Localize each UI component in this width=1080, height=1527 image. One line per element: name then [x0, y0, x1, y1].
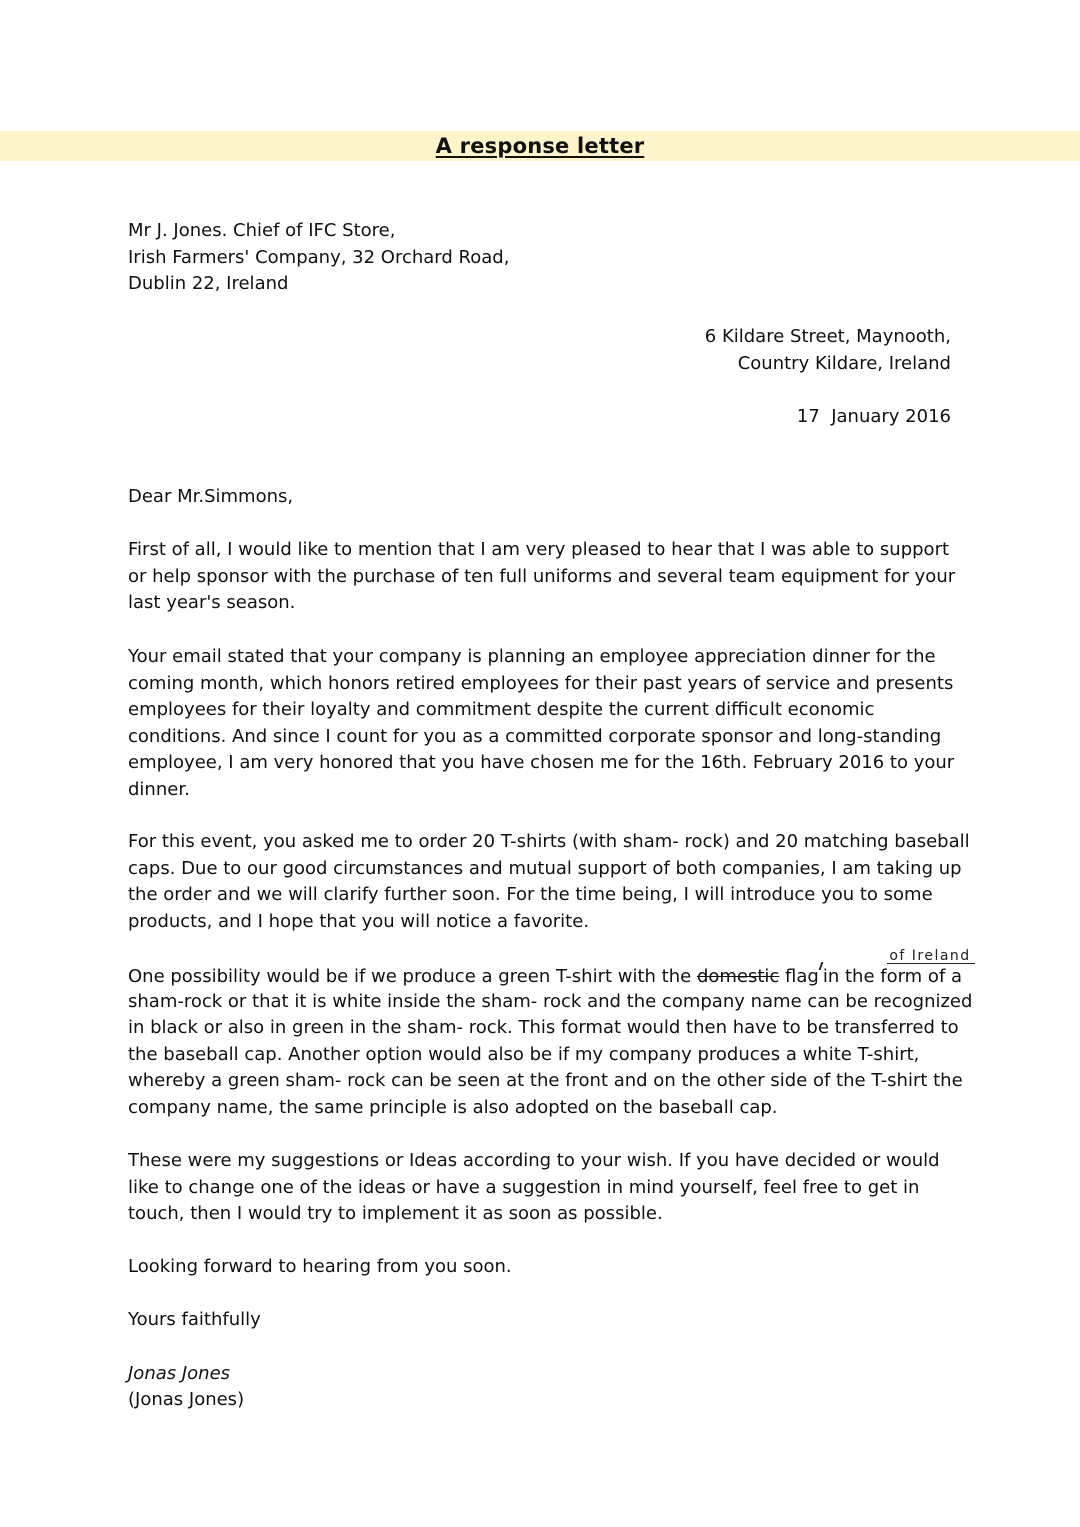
paragraph-line: employee, I am very honored that you have chosen me for the 16th. February 2016 to your: [128, 752, 955, 773]
paragraph-line: in black or also in green in the sham- rock. This format would then have to be transferred to: [128, 1017, 959, 1038]
paragraph-line: sham-rock or that it is white inside the sham- rock and the company name can be recognized: [128, 990, 973, 1012]
insertion-caret-mark: [818, 962, 823, 970]
sender-address: [705, 324, 951, 377]
paragraph-line: For this event, you asked me to order 20 T-shirts (with sham- rock) and 20 matching baseball: [128, 831, 970, 852]
paragraph-line: dinner.: [128, 778, 190, 800]
paragraph-line: touch, then I would try to implement it as soon as possible.: [128, 1203, 663, 1224]
paragraph-line: conditions. And since I count for you as a committed corporate sponsor and long-standing: [128, 725, 942, 747]
paragraph-line: coming month, which honors retired employees for their past years of service and presents: [128, 672, 954, 694]
paragraph-event-context: [128, 644, 954, 803]
paragraph-line: the baseball cap. Another option would also be if my company produces a white T-shirt,: [128, 1043, 920, 1065]
paragraph-line: like to change one of the ideas or have a suggestion in mind yourself, feel free to get in: [128, 1176, 920, 1198]
paragraph-line-with-correction: [128, 948, 972, 989]
valediction-text: Yours faithfully: [128, 1309, 261, 1330]
signature-text: Jonas Jones: [128, 1363, 231, 1384]
paragraph-line: These were my suggestions or Ideas according to your wish. If you have decided or would: [128, 1150, 940, 1171]
paragraph-line: employees for their loyalty and commitment despite the current difficult economic: [128, 699, 875, 720]
text-segment: One possibility would be if we produce a green T-shirt with the: [128, 966, 697, 987]
printed-name: [128, 1387, 244, 1414]
struck-word: domestic: [696, 966, 780, 987]
paragraph-line: or help sponsor with the purchase of ten full uniforms and several team equipment for your: [128, 565, 956, 587]
text-segment: flag: [779, 966, 819, 987]
paragraph-intro: [128, 537, 955, 617]
salutation-text: Dear Mr.Simmons,: [128, 486, 294, 507]
salutation: [128, 484, 293, 511]
paragraph-line: caps. Due to our good circumstances and mutual support of both companies, I am taking up: [128, 857, 962, 879]
printed-name-text: (Jonas Jones): [128, 1389, 245, 1410]
handwritten-insertion: of Ireland: [887, 949, 974, 964]
valediction: [128, 1307, 261, 1334]
sender-address-line: 6 Kildare Street, Maynooth,: [704, 326, 951, 347]
recipient-line: Irish Farmers' Company, 32 Orchard Road,: [128, 246, 510, 268]
paragraph-line: last year's season.: [128, 592, 296, 613]
recipient-address: [128, 218, 509, 298]
paragraph-line: Your email stated that your company is planning an employee appreciation dinner for the: [128, 646, 936, 667]
date-text: 17 January 2016: [796, 406, 951, 427]
letter-title: A response letter: [435, 134, 645, 158]
paragraph-line: whereby a green sham- rock can be seen at the front and on the other side of the T-shirt the: [128, 1070, 963, 1091]
text-segment: in the form of a: [822, 966, 963, 987]
paragraph-next-steps: [128, 1148, 940, 1228]
paragraph-line: First of all, I would like to mention that I am very pleased to hear that I was able to support: [128, 539, 950, 560]
recipient-line: Mr J. Jones. Chief of IFC Store,: [128, 220, 396, 241]
paragraph-line: products, and I hope that you will notice a favorite.: [128, 910, 590, 932]
paragraph-order: [128, 829, 970, 935]
closing-sentence: [128, 1254, 512, 1281]
paragraph-line: the order and we will clarify further soon. For the time being, I will introduce you to some: [128, 884, 933, 905]
sender-address-line: Country Kildare, Ireland: [737, 352, 951, 374]
closing-text: Looking forward to hearing from you soon.: [128, 1256, 512, 1277]
signature: [128, 1361, 230, 1388]
paragraph-proposals: [128, 948, 973, 1121]
paragraph-line: company name, the same principle is also adopted on the baseball cap.: [128, 1096, 778, 1118]
letter-date: [797, 404, 951, 431]
recipient-line: Dublin 22, Ireland: [128, 273, 289, 294]
